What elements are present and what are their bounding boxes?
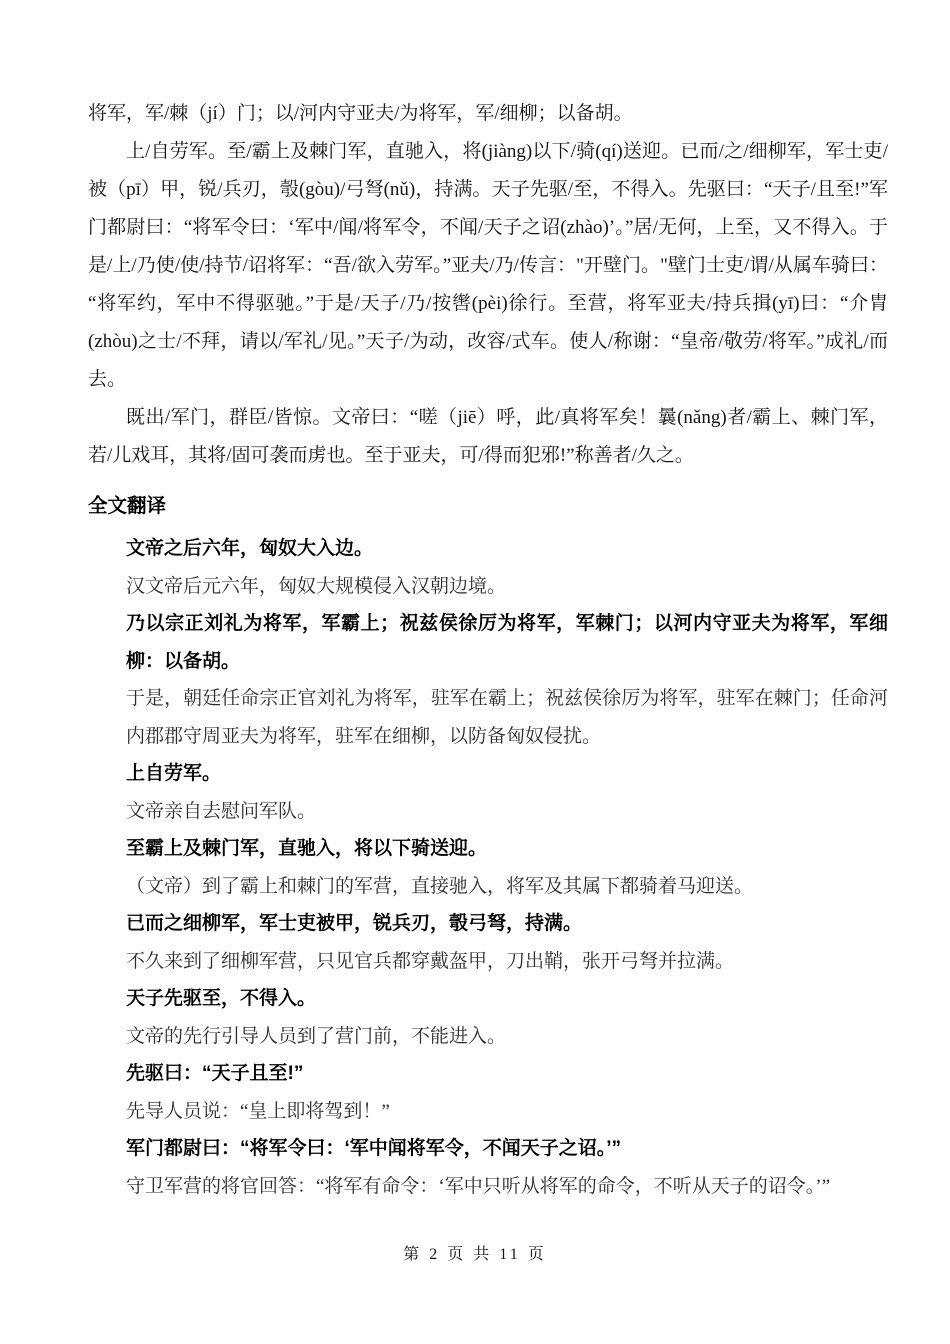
translation-source-line: 上自劳军。 bbox=[126, 763, 222, 784]
section-heading-translation: 全文翻译 bbox=[88, 495, 167, 517]
translation-section bbox=[88, 530, 888, 1205]
translation-text-line: 汉文帝后元六年，匈奴大规模侵入汉朝边境。 bbox=[126, 575, 507, 597]
translation-source-line: 先驱曰：“天子且至!” bbox=[126, 1063, 304, 1084]
translation-text-line: 不久来到了细柳军营，只见官兵都穿戴盔甲，刀出鞘，张开弓弩并拉满。 bbox=[126, 950, 735, 972]
translation-text-line: 于是，朝廷任命宗正官刘礼为将军，驻军在霸上；祝兹侯徐厉为将军，驻军在棘门；任命河内郡郡守周亚夫为将军，驻军在细柳，以防备匈奴侵扰。 bbox=[126, 688, 888, 747]
translation-source-line: 文帝之后六年，匈奴大入边。 bbox=[126, 538, 374, 559]
translation-source-line: 天子先驱至，不得入。 bbox=[126, 988, 317, 1009]
page-number-text: 第 2 页 共 11 页 bbox=[403, 1246, 547, 1263]
translation-text-line: 先导人员说：“皇上即将驾到！” bbox=[126, 1100, 390, 1122]
translation-source-line: 已而之细柳军，军士吏被甲，锐兵刃，彀弓弩，持满。 bbox=[126, 913, 583, 934]
classical-paragraph: 将军，军/棘（jí）门；以/河内守亚夫/为将军，军/细柳；以备胡。 bbox=[88, 103, 633, 124]
page-footer bbox=[0, 1241, 950, 1264]
translation-text-line: 文帝亲自去慰问军队。 bbox=[126, 800, 317, 822]
classical-paragraph: 既出/军门，群臣/皆惊。文帝曰：“嗟（jiē）呼，此/真将军矣！曩(nǎng)者/霸上、棘门军，若/儿戏耳，其将/固可袭而虏也。至于亚夫，可/得而犯邪!”称善者/久之。 bbox=[88, 407, 888, 466]
translation-text-line: 守卫军营的将官回答：“将军有命令：‘军中只听从将军的命令，不听从天子的诏令。’” bbox=[126, 1175, 831, 1197]
translation-source-line: 至霸上及棘门军，直驰入，将以下骑送迎。 bbox=[126, 838, 488, 859]
translation-source-line: 军门都尉曰：“将军令曰：‘军中闻将军令，不闻天子之诏。’” bbox=[126, 1138, 622, 1159]
classical-paragraph: 上/自劳军。至/霸上及棘门军，直驰入，将(jiàng)以下/骑(qí)送迎。已而/之/细柳军，军士吏/被（pī）甲，锐/兵刃，彀(gòu)/弓弩(nǔ)，持满。天子先驱/至，不得入。先驱曰：“天子/且至!”军门都尉曰：“将军令曰：‘军中/闻/将军令，不闻/天子之诏(zhào)’。”居/无何，上至，又不得入。于是/上/乃使/使/持节/诏将军：“吾/欲入劳军。”亚夫/乃/传言："开壁门。"壁门士吏/谓/从属车骑曰：“将军约，军中不得驱驰。”于是/天子/乃/按辔(pèi)徐行。至营，将军亚夫/持兵揖(yī)曰：“介胄(zhòu)之士/不拜，请以/军礼/见。”天子/为动，改容/式车。使人/称谢：“皇帝/敬劳/将军。”成礼/而去。 bbox=[88, 141, 888, 390]
translation-source-line: 乃以宗正刘礼为将军，军霸上；祝兹侯徐厉为将军，军棘门；以河内守亚夫为将军，军细柳：以备胡。 bbox=[126, 613, 888, 672]
translation-text-line: （文帝）到了霸上和棘门的军营，直接驰入，将军及其属下都骑着马迎送。 bbox=[126, 875, 754, 897]
translation-text-line: 文帝的先行引导人员到了营门前，不能进入。 bbox=[126, 1025, 507, 1047]
classical-text-section bbox=[88, 95, 888, 475]
